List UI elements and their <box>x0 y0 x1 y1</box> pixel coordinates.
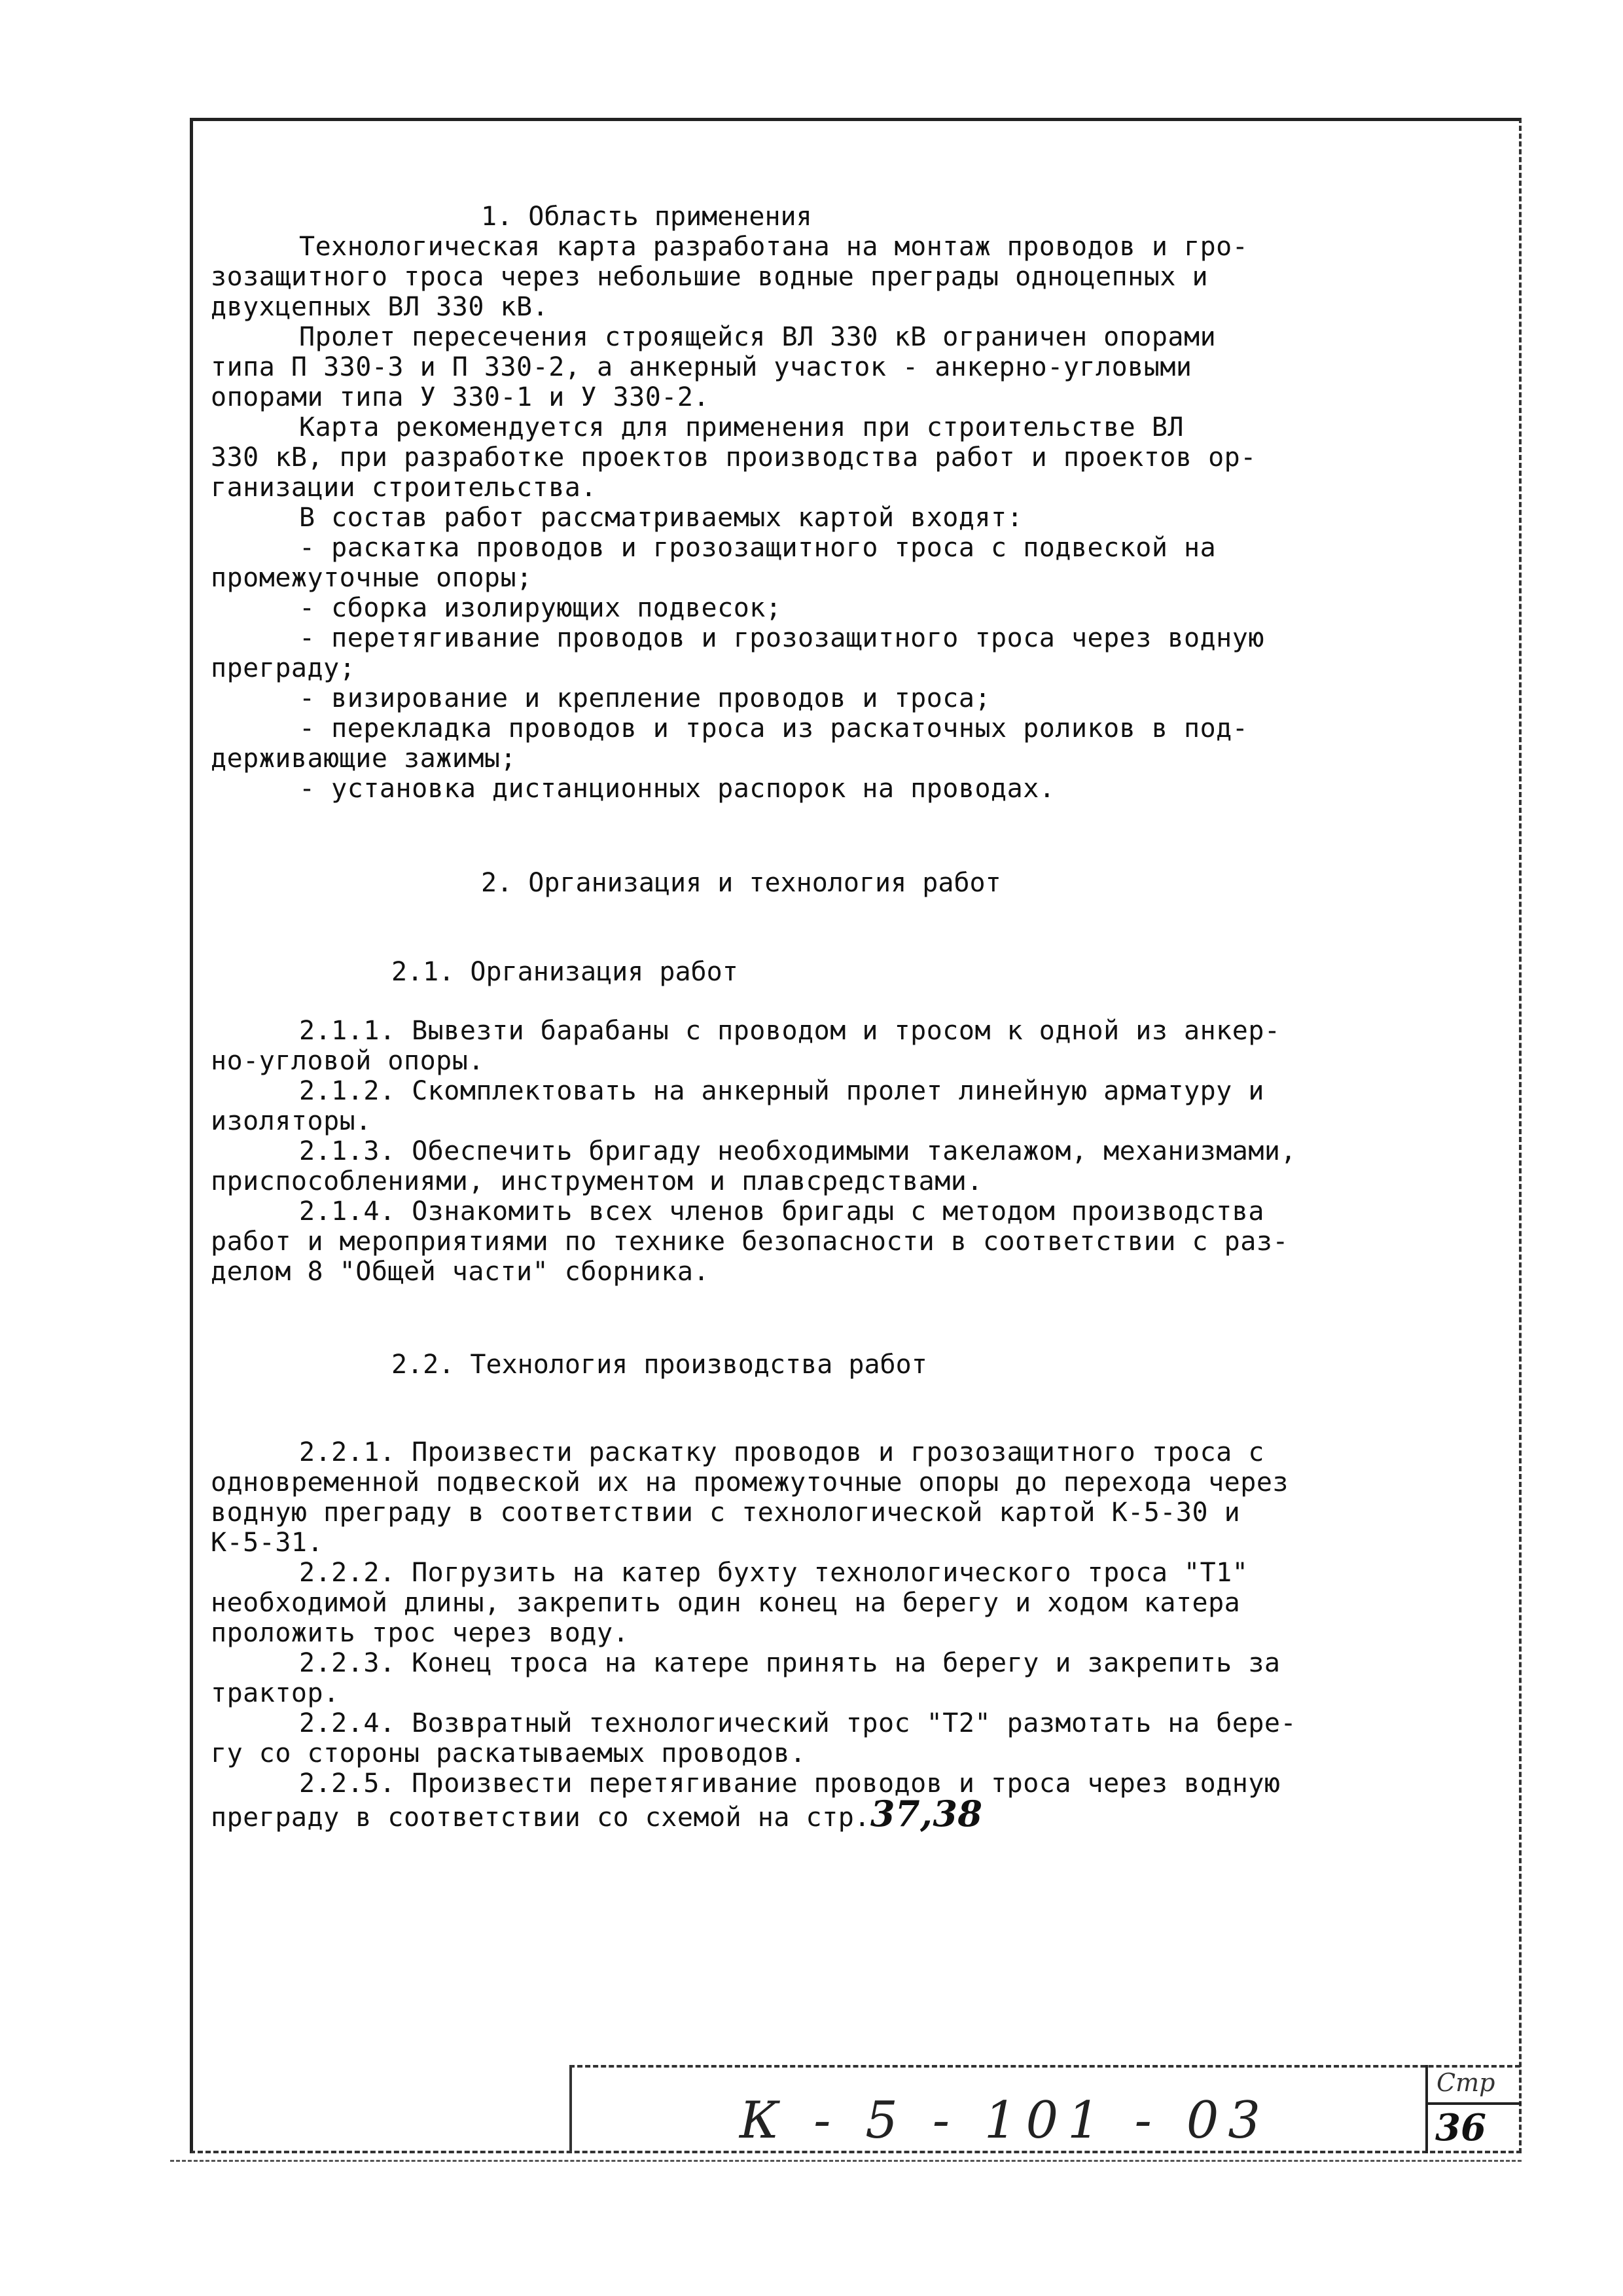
text-line: гу со стороны раскатываемых проводов. <box>211 1738 806 1768</box>
section-2-heading: 2. Организация и технология работ <box>481 868 1001 898</box>
text-line: промежуточные опоры; <box>211 563 533 593</box>
text-line: ганизации строительства. <box>211 473 597 503</box>
text-line: 2.1.4. Ознакомить всех членов бригады с методом производства <box>299 1196 1264 1227</box>
sheet-label: Стр <box>1436 2068 1495 2097</box>
text-line: 2.2.4. Возвратный технологический трос "Т2" размотать на бере- <box>299 1708 1297 1738</box>
text-line: В состав работ рассматриваемых картой входят: <box>299 503 1024 533</box>
text-line: трактор. <box>211 1678 340 1708</box>
last-line-text: преграду в соответствии со схемой на стр. <box>211 1803 870 1833</box>
sheet-divider <box>1425 2102 1522 2105</box>
text-line: но-угловой опоры. <box>211 1046 484 1076</box>
text-line: держивающие зажимы; <box>211 744 517 774</box>
document-code: К - 5 - 101 - 03 <box>740 2091 1270 2150</box>
section-2-1-heading: 2.1. Организация работ <box>391 957 738 987</box>
section-1-heading: 1. Область применения <box>481 202 812 232</box>
text-line: - раскатка проводов и грозозащитного троса с подвеской на <box>299 533 1217 563</box>
text-line: необходимой длины, закрепить один конец на берегу и ходом катера <box>211 1588 1241 1618</box>
text-line: 2.1.1. Вывезти барабаны с проводом и тросом к одной из анкер- <box>299 1016 1281 1046</box>
text-line: опорами типа У 330-1 и У 330-2. <box>211 382 710 412</box>
text-line: 2.2.2. Погрузить на катер бухту технологического троса "Т1" <box>299 1558 1249 1588</box>
text-line: - установка дистанционных распорок на проводах. <box>299 774 1056 804</box>
handwritten-page-ref: 37,38 <box>870 1793 983 1835</box>
text-line: - перекладка проводов и троса из раскаточных роликов в под- <box>299 713 1249 744</box>
text-line: - сборка изолирующих подвесок; <box>299 593 782 623</box>
text-line: Технологическая карта разработана на монтаж проводов и гро- <box>299 232 1249 262</box>
text-line: 2.1.2. Скомплектовать на анкерный пролет линейную арматуру и <box>299 1076 1264 1106</box>
section-2-2-heading: 2.2. Технология производства работ <box>391 1350 927 1380</box>
text-line: изоляторы. <box>211 1106 372 1136</box>
section-2-2-body <box>211 1437 1507 1799</box>
text-line: работ и мероприятиями по технике безопасности в соответствии с раз- <box>211 1227 1289 1257</box>
text-line: проложить трос через воду. <box>211 1618 630 1648</box>
text-line: типа П 330-3 и П 330-2, а анкерный участок - анкерно-угловыми <box>211 352 1192 382</box>
text-line: Карта рекомендуется для применения при строительстве ВЛ <box>299 412 1185 442</box>
text-line: 2.2.5. Произвести перетягивание проводов и троса через водную <box>299 1768 1281 1799</box>
text-line: одновременной подвеской их на промежуточные опоры до перехода через <box>211 1467 1289 1498</box>
text-line: - визирование и крепление проводов и троса; <box>299 683 991 713</box>
text-line: зозащитного троса через небольшие водные преграды одноцепных и <box>211 262 1209 292</box>
text-line: К-5-31. <box>211 1528 324 1558</box>
section-2-1-body <box>211 1016 1507 1287</box>
section-1-body <box>211 232 1507 804</box>
sheet-number: 36 <box>1435 2106 1486 2149</box>
text-line: 2.2.3. Конец троса на катере принять на берегу и закрепить за <box>299 1648 1281 1678</box>
text-line: двухцепных ВЛ 330 кВ. <box>211 292 549 322</box>
text-line: делом 8 "Общей части" сборника. <box>211 1257 710 1287</box>
text-line: преграду; <box>211 653 356 683</box>
text-line: - перетягивание проводов и грозозащитного троса через водную <box>299 623 1264 653</box>
section-2-2-last-line <box>211 1793 1507 1835</box>
text-line: Пролет пересечения строящейся ВЛ 330 кВ ограничен опорами <box>299 322 1217 352</box>
bottom-rule <box>170 2160 1522 2162</box>
text-line: 2.1.3. Обеспечить бригаду необходимыми такелажом, механизмами, <box>299 1136 1297 1166</box>
text-line: 2.2.1. Произвести раскатку проводов и грозозащитного троса с <box>299 1437 1264 1467</box>
text-line: приспособлениями, инструментом и плавсредствами. <box>211 1166 983 1196</box>
text-line: водную преграду в соответствии с технологической картой К-5-30 и <box>211 1498 1241 1528</box>
text-line: 330 кВ, при разработке проектов производства работ и проектов ор- <box>211 442 1257 473</box>
